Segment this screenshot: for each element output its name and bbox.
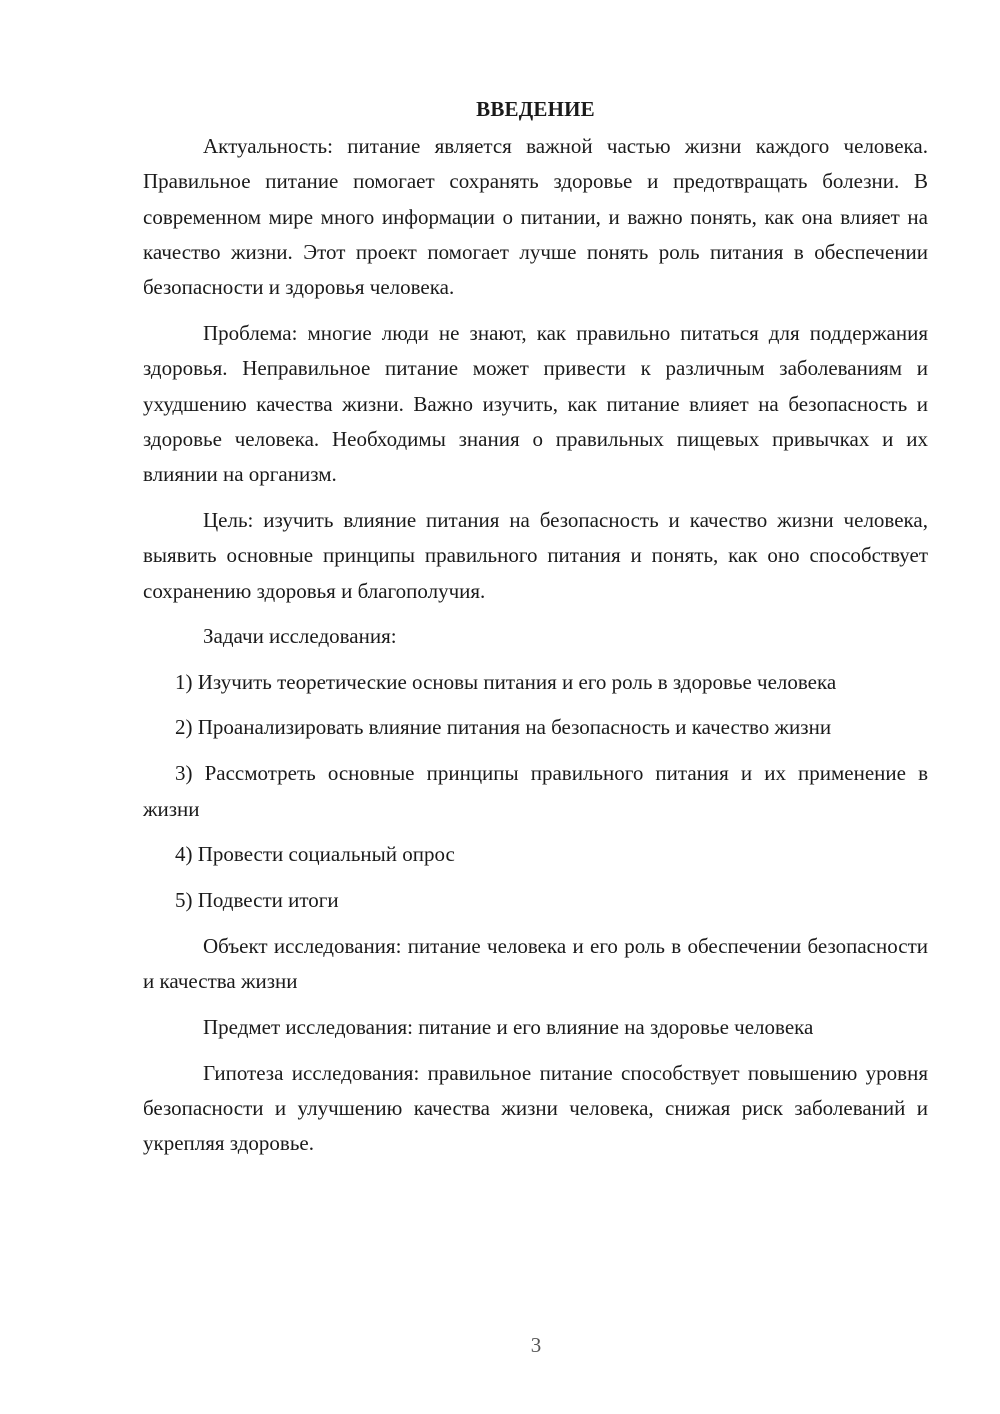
task-item-2: 2) Проанализировать влияние питания на безопасность и качество жизни — [175, 715, 832, 740]
task-item-4: 4) Провести социальный опрос — [175, 842, 455, 867]
paragraph-relevance: Актуальность: питание является важной частью жизни каждого человека. Правильное питание помогает сохранять здоровье и предотвращать болезни. В современном мире много информации о питании, и важно понять, как она влияет на качество жизни. Этот проект помогает лучше понять роль питания в обеспечении безопасности и здоровья человека. — [143, 134, 928, 300]
paragraph-problem: Проблема: многие люди не знают, как правильно питаться для поддержания здоровья. Неправильное питание может привести к различным заболеваниям и ухудшению качества жизни. Важно изучить, как питание влияет на безопасность и здоровье человека. Необходимы знания о правильных пищевых привычках и их влиянии на организм. — [143, 320, 928, 487]
tasks-heading: Задачи исследования: — [203, 624, 397, 649]
tasks-list — [143, 665, 928, 919]
document-page — [143, 92, 928, 1172]
section-title: ВВЕДЕНИЕ — [476, 97, 595, 121]
task-item-3: 3) Рассмотреть основные принципы правильного питания и их применение в жизни — [143, 761, 928, 821]
paragraph-object: Объект исследования: питание человека и его роль в обеспечении безопасности и качества жизни — [143, 933, 928, 994]
page-number: 3 — [530, 1333, 542, 1357]
paragraph-goal: Цель: изучить влияние питания на безопасность и качество жизни человека, выявить основные принципы правильного питания и понять, как оно способствует сохранению здоровья и благополучия. — [143, 507, 928, 603]
paragraph-hypothesis: Гипотеза исследования: правильное питание способствует повышению уровня безопасности и улучшению качества жизни человека, снижая риск заболеваний и укрепляя здоровье. — [143, 1060, 928, 1156]
task-item-5: 5) Подвести итоги — [175, 888, 339, 913]
task-item-1: 1) Изучить теоретические основы питания и его роль в здоровье человека — [175, 669, 837, 694]
paragraph-subject: Предмет исследования: питание и его влияние на здоровье человека — [203, 1015, 814, 1040]
